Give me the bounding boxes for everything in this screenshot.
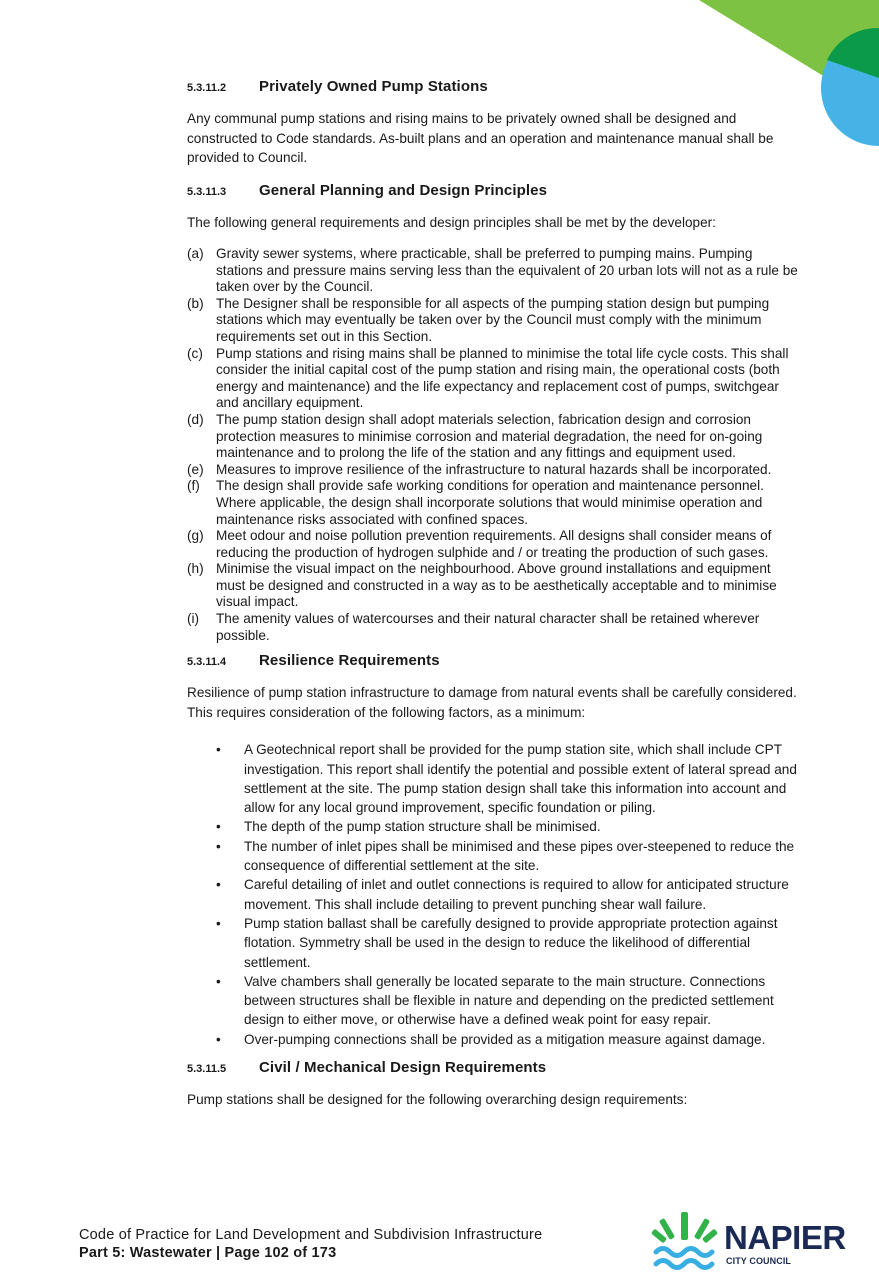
list-item-text: Measures to improve resilience of the infrastructure to natural hazards shall be incorporated. — [216, 461, 772, 477]
bullet-symbol: • — [216, 1031, 221, 1047]
list-marker: (f) — [187, 478, 200, 494]
section-number: 5.3.11.3 — [187, 185, 227, 198]
bullet-item — [187, 875, 799, 914]
list-item-text: Meet odour and noise pollution prevention requirements. All designs shall consider means of reducing the production of hydrogen sulphide and / or treating the production of such gases. — [216, 528, 772, 560]
napier-city-council-logo — [650, 1206, 879, 1274]
list-item — [187, 478, 799, 528]
section-heading — [187, 182, 799, 199]
bullet-symbol: • — [216, 877, 221, 893]
list-item — [187, 412, 799, 462]
list-item-text: Gravity sewer systems, where practicable, shall be preferred to pumping mains. Pumping stations and pressure mains serving less than the equivalent of 20 urban lots will not as a rule be taken over by the Council. — [216, 246, 798, 295]
section-title: Civil / Mechanical Design Requirements — [259, 1059, 547, 1076]
list-marker: (d) — [187, 411, 204, 427]
bullet-item — [187, 914, 799, 972]
bullet-symbol: • — [216, 742, 221, 758]
section-number: 5.3.11.5 — [187, 1063, 227, 1075]
list-marker: (h) — [187, 561, 204, 577]
section-title: Privately Owned Pump Stations — [259, 78, 488, 95]
list-item — [187, 462, 799, 479]
list-item-text: Pump stations and rising mains shall be planned to minimise the total life cycle costs. This shall consider the initial capital cost of the pump station and rising main, the operational costs (both energy and maintenance) and the life expectancy and replacement cost of pumps, switchgear and ancillary equipment. — [216, 345, 789, 411]
footer-page-info: Part 5: Wastewater | Page 102 of 173 — [79, 1245, 337, 1261]
section-heading — [187, 1059, 799, 1076]
list-marker: (a) — [187, 246, 204, 261]
list-item-text: The pump station design shall adopt materials selection, fabrication design and corrosion protection measures to minimise corrosion and material degradation, the need for on-going maintenance and to prolong the life of the station and any fittings and equipment used. — [216, 411, 763, 461]
section-number: 5.3.11.4 — [187, 656, 227, 669]
bullet-item — [187, 1030, 799, 1049]
bullet-item — [187, 837, 799, 876]
list-marker: (g) — [187, 528, 204, 544]
paragraph: The following general requirements and design principles shall be met by the developer: — [187, 214, 716, 230]
paragraph: Resilience of pump station infrastructure to damage from natural events shall be carefully considered. This requires consideration of the following factors, as a minimum: — [187, 685, 797, 720]
list-item — [187, 528, 799, 561]
list-item-text: The Designer shall be responsible for all aspects of the pumping station design but pumping stations which may eventually be taken over by the Council must comply with the minimum requirements set out in this Section. — [216, 295, 770, 344]
list-item — [187, 346, 799, 412]
bullet-text: Pump station ballast shall be carefully designed to provide appropriate protection against flotation. Symmetry shall be used in the design to reduce the likelihood of differential settlement. — [244, 915, 778, 970]
list-item — [187, 561, 799, 611]
bullet-text: The depth of the pump station structure shall be minimised. — [244, 819, 601, 835]
list-marker: (b) — [187, 295, 204, 311]
section-title: General Planning and Design Principles — [259, 181, 548, 199]
bullet-text: Careful detailing of inlet and outlet connections is required to allow for anticipated structure movement. This shall include detailing to prevent punching shear wall failure. — [244, 877, 789, 912]
list-item — [187, 611, 799, 644]
document-body — [187, 78, 799, 1124]
bullet-text: A Geotechnical report shall be provided for the pump station site, which shall include CPT investigation. This report shall identify the potential and possible extent of lateral spread and settlement at the site. The pump station design shall take this information into account and allow for any local ground improvement, specific foundation or piling. — [244, 742, 797, 816]
list-marker: (i) — [187, 611, 200, 627]
bullet-text: The number of inlet pipes shall be minimised and these pipes over-steepened to reduce the consequence of differential settlement at the site. — [244, 838, 795, 874]
paragraph: Any communal pump stations and rising mains to be privately owned shall be designed and constructed to Code standards. As-built plans and an operation and maintenance manual shall be provided to Council. — [187, 111, 774, 165]
bullet-text: Over-pumping connections shall be provided as a mitigation measure against damage. — [244, 1031, 766, 1047]
logo-subtitle: CITY COUNCIL — [726, 1256, 792, 1266]
bullet-symbol: • — [216, 973, 221, 989]
logo-wordmark: NAPIER — [724, 1219, 846, 1256]
list-item-text: The design shall provide safe working conditions for operation and maintenance personnel. Where applicable, the design shall incorporate solutions that would minimise operation and maintenance risks associated with confined spaces. — [216, 478, 764, 527]
bullet-symbol: • — [216, 915, 221, 931]
bullet-text: Valve chambers shall generally be located separate to the main structure. Connections between structures shall be flexible in nature and depending on the predicted settlement design to either move, or otherwise have a defined weak point for easy repair. — [244, 973, 774, 1028]
bullet-item — [187, 817, 799, 836]
paragraph: Pump stations shall be designed for the following overarching design requirements: — [187, 1092, 688, 1107]
bullet-symbol: • — [216, 838, 221, 854]
napier-logo-icon — [650, 1206, 720, 1274]
section-heading — [187, 652, 799, 669]
list-marker: (c) — [187, 345, 203, 361]
bullet-list — [187, 740, 799, 1049]
footer-document-title: Code of Practice for Land Development and Subdivision Infrastructure — [79, 1227, 543, 1243]
list-item-text: Minimise the visual impact on the neighbourhood. Above ground installations and equipment must be designed and constructed in a way as to be aesthetically acceptable and to minimise visual impact. — [216, 561, 777, 610]
bullet-item — [187, 972, 799, 1030]
list-item-text: The amenity values of watercourses and their natural character shall be retained wherever possible. — [216, 611, 760, 643]
section-heading — [187, 78, 799, 95]
section-title: Resilience Requirements — [259, 652, 440, 670]
list-item — [187, 296, 799, 346]
section-number: 5.3.11.2 — [187, 82, 227, 94]
page-footer — [79, 1226, 542, 1262]
requirements-list — [187, 246, 799, 644]
bullet-symbol: • — [216, 819, 221, 835]
list-item — [187, 246, 799, 296]
bullet-item — [187, 740, 799, 817]
list-marker: (e) — [187, 461, 204, 477]
